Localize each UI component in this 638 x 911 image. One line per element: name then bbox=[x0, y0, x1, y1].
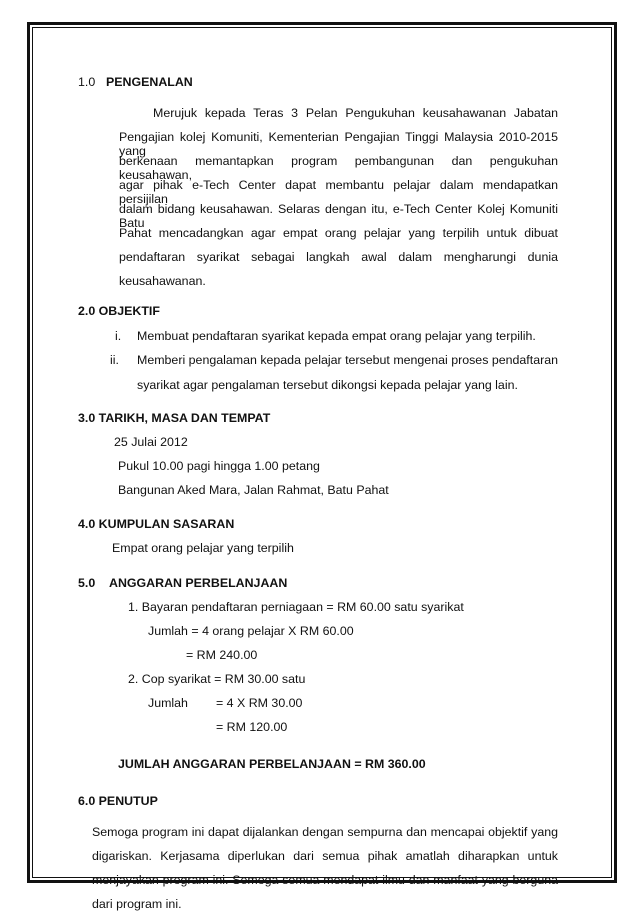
objektif-item-1-number: i. bbox=[115, 329, 122, 343]
objektif-item-1: Membuat pendaftaran syarikat kepada empat orang pelajar yang terpilih. bbox=[137, 329, 536, 343]
objektif-item-2-line-1: Memberi pengalaman kepada pelajar tersebut mengenai proses pendaftaran bbox=[137, 353, 558, 367]
section-number-anggaran: 5.0 bbox=[78, 576, 96, 590]
event-date: 25 Julai 2012 bbox=[114, 435, 188, 449]
section-title-sasaran: 4.0 KUMPULAN SASARAN bbox=[78, 517, 235, 531]
penutup-line-3: menjayakan program ini. Semoga semua mendapat ilmu dan manfaat yang berguna bbox=[92, 873, 558, 887]
section-number-pengenalan: 1.0 bbox=[78, 75, 96, 89]
pengenalan-line-3: berkenaan memantapkan program pembangunan dan pengukuhan keusahawan, bbox=[119, 154, 558, 182]
section-title-pengenalan: PENGENALAN bbox=[106, 75, 193, 89]
penutup-line-1: Semoga program ini dapat dijalankan dengan sempurna dan mencapai objektif yang bbox=[92, 825, 558, 839]
section-title-penutup: 6.0 PENUTUP bbox=[78, 794, 158, 808]
anggaran-total: JUMLAH ANGGARAN PERBELANJAAN = RM 360.00 bbox=[118, 757, 426, 771]
anggaran-item-2-label: Jumlah bbox=[148, 696, 188, 710]
pengenalan-line-7: pendaftaran syarikat sebagai langkah awal dalam mengharungi dunia bbox=[119, 250, 558, 264]
anggaran-item-2-calc: = 4 X RM 30.00 bbox=[216, 696, 303, 710]
anggaran-item-2-result: = RM 120.00 bbox=[216, 720, 288, 734]
anggaran-item-2: 2. Cop syarikat = RM 30.00 satu bbox=[128, 672, 306, 686]
objektif-item-2-number: ii. bbox=[110, 353, 119, 367]
section-title-tarikh: 3.0 TARIKH, MASA DAN TEMPAT bbox=[78, 411, 271, 425]
pengenalan-line-5: dalam bidang keusahawan. Selaras dengan itu, e-Tech Center Kolej Komuniti Batu bbox=[119, 202, 558, 230]
pengenalan-line-1: Merujuk kepada Teras 3 Pelan Pengukuhan keusahawanan Jabatan bbox=[153, 106, 558, 120]
pengenalan-line-2: Pengajian kolej Komuniti, Kementerian Pengajian Tinggi Malaysia 2010-2015 yang bbox=[119, 130, 558, 158]
objektif-item-2-line-2: syarikat agar pengalaman tersebut dikongsi kepada pelajar yang lain. bbox=[137, 378, 518, 392]
pengenalan-line-8: keusahawanan. bbox=[119, 274, 206, 288]
anggaran-item-1-calc: Jumlah = 4 orang pelajar X RM 60.00 bbox=[148, 624, 354, 638]
pengenalan-line-4: agar pihak e-Tech Center dapat membantu pelajar dalam mendapatkan persijilan bbox=[119, 178, 558, 206]
penutup-line-4: dari program ini. bbox=[92, 897, 182, 911]
section-title-objektif: 2.0 OBJEKTIF bbox=[78, 304, 160, 318]
sasaran-text: Empat orang pelajar yang terpilih bbox=[112, 541, 294, 555]
anggaran-item-1: 1. Bayaran pendaftaran perniagaan = RM 60.00 satu syarikat bbox=[128, 600, 464, 614]
event-place: Bangunan Aked Mara, Jalan Rahmat, Batu Pahat bbox=[118, 483, 389, 497]
section-title-anggaran: ANGGARAN PERBELANJAAN bbox=[109, 576, 288, 590]
penutup-line-2: digariskan. Kerjasama diperlukan dari semua pihak amatlah diharapkan untuk bbox=[92, 849, 558, 863]
pengenalan-line-6: Pahat mencadangkan agar empat orang pelajar yang terpilih untuk dibuat bbox=[119, 226, 558, 240]
event-time: Pukul 10.00 pagi hingga 1.00 petang bbox=[118, 459, 320, 473]
anggaran-item-1-result: = RM 240.00 bbox=[186, 648, 258, 662]
